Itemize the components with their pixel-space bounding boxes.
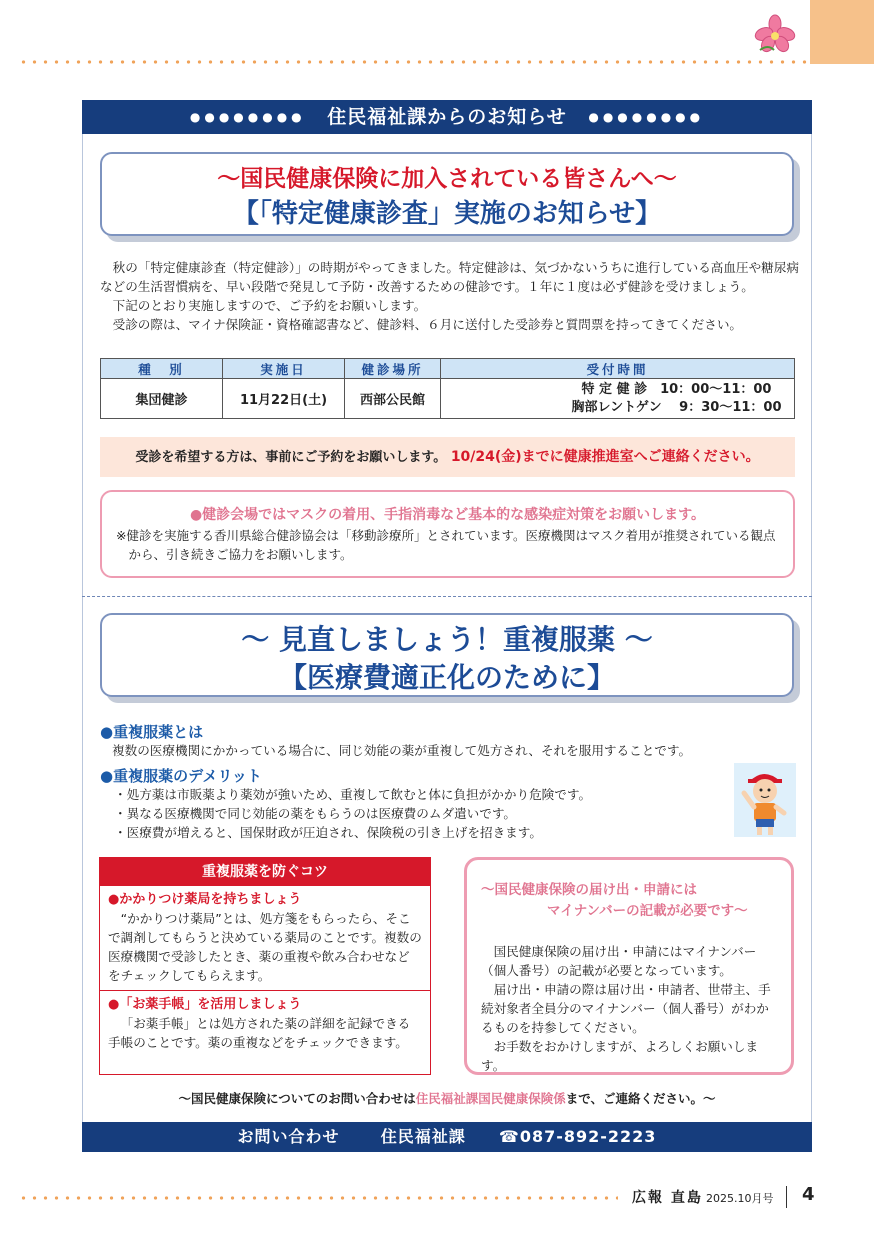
table-header: 受付時間 — [441, 359, 795, 379]
contact-line — [82, 1089, 812, 1107]
checkup-title-line1: 〜国民健康保険に加入されている皆さんへ〜 — [217, 166, 677, 192]
tip-title: ●かかりつけ薬局を持ちましょう — [108, 892, 302, 907]
medication-title-line1: 〜 見直しましょう！重複服薬 〜 — [241, 623, 653, 656]
inquiry-dept: 住民福祉課 — [380, 1127, 466, 1146]
tip-text: 「お薬手帳」とは処方された薬の詳細を記録できる手帳のことです。薬の重複などをチェックできます。 — [108, 1016, 411, 1050]
checkup-intro — [100, 258, 800, 334]
contact-suffix: まで、ご連絡ください。〜 — [565, 1091, 716, 1106]
table-header: 種 別 — [101, 359, 223, 379]
header-title: 住民福祉課からのお知らせ — [327, 106, 567, 128]
tip-pharmacy — [100, 886, 430, 990]
reservation-deadline: 10/24(金)までに健康推進室へご連絡ください。 — [450, 449, 760, 465]
table-row — [101, 379, 795, 419]
reservation-notice — [100, 437, 795, 477]
contact-prefix: 〜国民健康保険についてのお問い合わせは — [178, 1091, 416, 1106]
tips-box — [99, 857, 431, 1075]
mynumber-body — [481, 942, 777, 1075]
mynumber-title-line1: 〜国民健康保険の届け出・申請には — [481, 882, 697, 898]
duplicate-medication-heading: ●重複服薬とは — [100, 723, 204, 741]
issue-label: 2025.10月号 — [706, 1192, 774, 1205]
medication-title-box — [100, 613, 794, 697]
tip-title: ●「お薬手帳」を活用しましょう — [108, 997, 302, 1012]
demerit-list — [114, 785, 724, 842]
list-item: ・異なる医療機関で同じ効能の薬をもらうのは医療費のムダ遣いです。 — [114, 806, 516, 821]
cell-reception — [441, 379, 795, 419]
contact-dept: 住民福祉課国民健康保険係 — [415, 1091, 566, 1106]
checkup-title-line2: 【「特定健康診査」実施のお知らせ】 — [232, 199, 662, 229]
table-header: 実施日 — [223, 359, 345, 379]
mynumber-paragraph: お手数をおかけしますが、よろしくお願いします。 — [481, 1039, 759, 1073]
intro-paragraph: 秋の「特定健康診査（特定健診）」の時期がやってきました。特定健診は、気づかないうちに進行している高血圧や糖尿病などの生活習慣病を、早い段階で発見して予防・改善するための健診です。１年に１度は必ず健診を受けましょう。 — [100, 260, 799, 294]
tip-text: “かかりつけ薬局”とは、処方箋をもらったら、そこで調剤してもらうと決めている薬局のことです。複数の医療機関で受診したとき、薬の重複や飲み合わせなどをチェックしてもらえます。 — [108, 911, 422, 983]
page-number: 4 — [802, 1184, 815, 1205]
checkup-schedule-table — [100, 358, 795, 419]
dotted-rule-bottom — [18, 1196, 618, 1200]
inquiry-bar — [82, 1122, 812, 1152]
publication-logo: 広報 直島 — [632, 1190, 703, 1206]
cell-date: 11月22日(土) — [223, 379, 345, 419]
intro-paragraph: 下記のとおり実施しますので、ご予約をお願いします。 — [112, 298, 427, 313]
tips-heading: 重複服薬を防ぐコツ — [100, 858, 430, 886]
mynumber-paragraph: 届け出・申請の際は届け出・申請者、世帯主、手続対象者全員分のマイナンバー（個人番号）がわかるものを持参してください。 — [481, 982, 771, 1035]
phone-number: ☎087-892-2223 — [498, 1127, 657, 1146]
reception-line: 特 定 健 診 10：00〜11：00 — [581, 381, 772, 397]
reception-line: 胸部レントゲン 9：30〜11：00 — [571, 399, 782, 415]
mynumber-title-line2: マイナンバーの記載が必要です〜 — [547, 903, 748, 919]
intro-paragraph: 受診の際は、マイナ保険証・資格確認書など、健診料、６月に送付した受診券と質問票を持ってきてください。 — [112, 317, 743, 332]
flower-icon — [752, 14, 798, 54]
footer-separator — [786, 1186, 787, 1208]
mynumber-notice-box — [464, 857, 794, 1075]
section-divider — [82, 596, 812, 597]
corner-tab — [810, 0, 874, 64]
inquiry-label: お問い合わせ — [237, 1127, 340, 1146]
list-item: ・医療費が増えると、国保財政が圧迫され、保険税の引き上げを招きます。 — [114, 825, 542, 840]
medication-title-line2: 【医療費適正化のために】 — [278, 661, 615, 694]
reservation-text: 受診を希望する方は、事前にご予約をお願いします。 — [135, 450, 447, 465]
mask-notice-box — [100, 490, 795, 578]
mynumber-paragraph: 国民健康保険の届け出・申請にはマイナンバー（個人番号）の記載が必要となっています。 — [481, 944, 757, 978]
mask-notice-note: ※健診を実施する香川県総合健診協会は「移動診療所」とされています。医療機関はマスク着用が推奨されている観点から、引き続きご協力をお願いします。 — [116, 528, 776, 562]
mask-notice-title: ●健診会場ではマスクの着用、手指消毒など基本的な感染症対策をお願いします。 — [189, 507, 706, 523]
section-header-bar — [82, 100, 812, 134]
dotted-rule-top — [18, 60, 808, 64]
list-item: ・処方薬は市販薬より薬効が強いため、重複して飲むと体に負担がかかり危険です。 — [114, 787, 592, 802]
cell-place: 西部公民館 — [345, 379, 441, 419]
cell-type: 集団健診 — [101, 379, 223, 419]
boy-illustration — [734, 763, 796, 837]
header-dots-left: ●●●●●●●● — [189, 110, 306, 124]
tip-medicine-notebook — [100, 990, 430, 1052]
table-header: 健診場所 — [345, 359, 441, 379]
duplicate-medication-text: 複数の医療機関にかかっている場合に、同じ効能の薬が重複して処方され、それを服用することです。 — [112, 743, 692, 758]
header-dots-right: ●●●●●●●● — [588, 110, 705, 124]
checkup-title-box — [100, 152, 794, 236]
demerit-heading: ●重複服薬のデメリット — [100, 767, 262, 785]
